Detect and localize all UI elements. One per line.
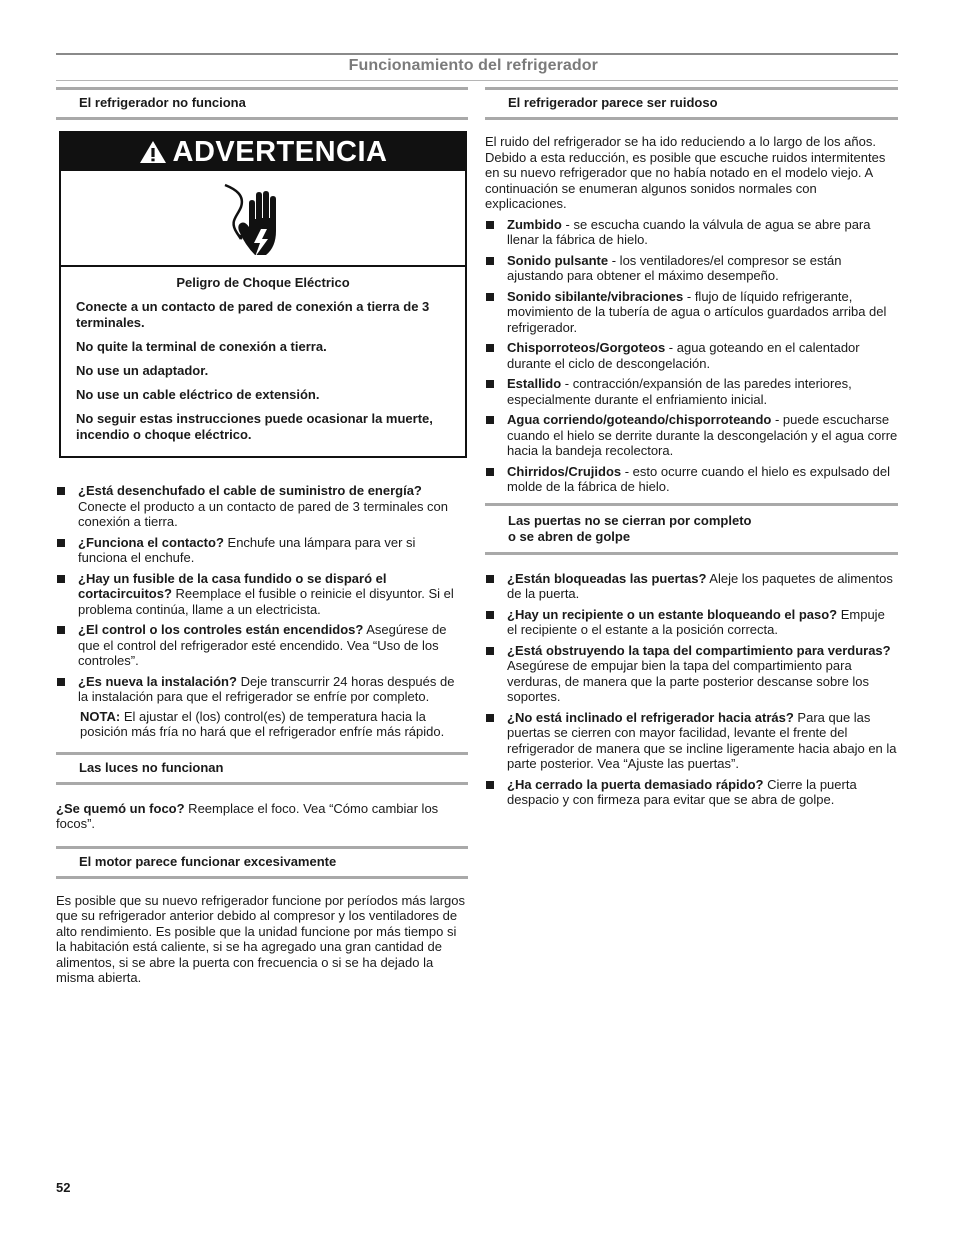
motor-paragraph: Es posible que su nuevo refrigerador funcione por períodos más largos que su refrigerador anterior debido al compresor y los ventiladores de alto rendimiento. Es posible que la unidad funcione por más tiempo si la habitación está caliente, si se ha agregado una gran cantidad de alimentos, si se abre la puerta con frecuencia o si se ha dejado la misma abierta.: [56, 892, 466, 985]
list-item: [485, 217, 898, 248]
noisy-intro: El ruido del refrigerador se ha ido reduciendo a lo largo de los años. Debido a esta reducción, es posible que escuche ruidos intermitentes en su nuevo refrigerador que no había notado en el modelo viejo. A continuación se enumeran algunos sonidos normales con explicaciones.: [485, 134, 886, 211]
list-item: [485, 253, 898, 284]
list-item: [56, 622, 468, 669]
list-item-question: ¿Hay un fusible de la casa fundido o se disparó el cortacircuitos?: [78, 570, 387, 601]
list-item-answer: Asegúrese de empujar bien la tapa del compartimiento para verduras, de manera que la parte posterior descanse sobre los soportes.: [507, 658, 870, 704]
list-item-question: Sonido pulsante: [507, 252, 609, 268]
page-title: Funcionamiento del refrigerador: [348, 57, 598, 74]
warning-line: No use un adaptador.: [76, 363, 209, 378]
list-item-question: Zumbido: [507, 216, 562, 232]
section-heading-lights-not-working: Las luces no funcionan: [56, 752, 468, 785]
list-item-question: Estallido: [507, 376, 562, 391]
warning-line: Conecte a un contacto de pared de conexión a tierra de 3 terminales.: [76, 299, 430, 330]
lights-answer: Reemplace el foco. Vea “Cómo cambiar los focos”.: [56, 800, 439, 831]
warning-line: No quite la terminal de conexión a tierra.: [76, 339, 327, 354]
left-column: [56, 87, 468, 986]
list-item: [485, 710, 898, 772]
list-item-answer: - puede escucharse cuando el hielo se derrite durante la descongelación y el agua corre hacia la bandeja recolectora.: [507, 412, 898, 458]
page-number: 52: [56, 1180, 71, 1195]
list-item-question: ¿Está obstruyendo la tapa del compartimiento para verduras?: [507, 642, 891, 658]
list-item-answer: - contracción/expansión de las paredes interiores, especialmente durante el enfriamiento inicial.: [507, 376, 852, 407]
list-item-question: ¿Ha cerrado la puerta demasiado rápido?: [507, 776, 764, 792]
list-item: [485, 289, 898, 336]
warning-box: [59, 131, 467, 458]
note-text: El ajustar el (los) control(es) de temperatura hacia la posición más fría no hará que el refrigerador enfríe más rápido.: [80, 708, 445, 739]
list-item: [485, 340, 898, 371]
warning-line: No seguir estas instrucciones puede ocasionar la muerte, incendio o choque eléctrico.: [76, 411, 433, 442]
doors-heading-line1: Las puertas no se cierran por completo: [508, 512, 752, 528]
list-item: [485, 464, 898, 495]
list-item-question: Chirridos/Crujidos: [507, 463, 622, 479]
list-item-question: ¿El control o los controles están encendidos?: [78, 622, 364, 637]
list-item-answer: Enchufe una lámpara para ver si funciona el enchufe.: [78, 534, 416, 565]
section-heading-refrigerator-not-working: El refrigerador no funciona: [56, 87, 468, 120]
header-title-rule: [56, 80, 898, 81]
list-item-question: Sonido sibilante/vibraciones: [507, 288, 684, 304]
not-working-checklist: [56, 483, 468, 705]
doors-heading-line2: o se abren de golpe: [508, 528, 631, 544]
warning-title: ADVERTENCIA: [172, 135, 388, 168]
list-item-answer: - agua goteando en el calentador durante el ciclo de descongelación.: [507, 340, 860, 371]
list-item-answer: - esto ocurre cuando el hielo es expulsado del molde de la fábrica de hielo.: [507, 463, 890, 494]
warning-banner: [61, 133, 465, 173]
list-item-answer: Reemplace el fusible o reinicie el disyuntor. Si el problema continúa, llame a un electricista.: [78, 586, 454, 617]
section-heading-noisy: El refrigerador parece ser ruidoso: [485, 87, 898, 120]
list-item-answer: - se escucha cuando la válvula de agua se abre para llenar la fábrica de hielo.: [507, 216, 871, 247]
list-item: [485, 412, 898, 459]
header-top-rule: [56, 53, 898, 55]
electric-shock-hand-icon: [221, 181, 289, 261]
warning-line: No use un cable eléctrico de extensión.: [76, 387, 320, 402]
list-item: [56, 674, 468, 705]
list-item-answer: - flujo de líquido refrigerante, movimiento de la tubería de agua o artículos guardados arriba del refrigerador.: [507, 288, 887, 335]
list-item-answer: - los ventiladores/el compresor se están ajustando para obtener el máximo desempeño.: [507, 252, 842, 283]
list-item-question: ¿No está inclinado el refrigerador hacia atrás?: [507, 709, 794, 725]
warning-triangle-icon: [139, 140, 167, 164]
warning-pictogram-area: [61, 173, 465, 267]
sounds-list: [485, 217, 898, 495]
list-item: [485, 376, 898, 407]
lights-question: ¿Se quemó un foco?: [56, 800, 185, 816]
list-item-answer: Conecte el producto a un contacto de pared de 3 terminales con conexión a tierra.: [78, 498, 449, 529]
list-item-answer: Cierre la puerta despacio y con firmeza para evitar que se abra de golpe.: [507, 776, 857, 807]
list-item-answer: Deje transcurrir 24 horas después de la instalación para que el refrigerador se enfríe por completo.: [78, 673, 455, 704]
list-item-answer: Asegúrese de que el control del refrigerador esté encendido. Vea “Uso de los controles”.: [78, 622, 447, 668]
list-item: [56, 483, 468, 530]
list-item-question: ¿Funciona el contacto?: [78, 534, 224, 550]
right-column: [485, 87, 898, 813]
list-item-question: Agua corriendo/goteando/chisporroteando: [507, 412, 772, 427]
list-item-question: ¿Hay un recipiente o un estante bloqueando el paso?: [507, 606, 838, 622]
list-item-answer: Empuje el recipiente o el estante a la posición correcta.: [507, 606, 885, 637]
doors-checklist: [485, 571, 898, 808]
list-item: [485, 607, 898, 638]
note-label: NOTA:: [80, 708, 121, 724]
list-item-answer: Para que las puertas se cierren con mayor facilidad, levante el frente del refrigerador de manera que se incline ligeramente hacia abajo en la parte posterior. Vea “Ajuste las puertas”.: [507, 709, 897, 771]
warning-line-hazard: Peligro de Choque Eléctrico: [176, 275, 350, 290]
list-item: [485, 571, 898, 602]
list-item: [56, 535, 468, 566]
section-heading-doors: [485, 503, 898, 555]
section-heading-motor-running: El motor parece funcionar excesivamente: [56, 846, 468, 879]
list-item-question: Chisporroteos/Gorgoteos: [507, 340, 666, 355]
list-item-question: ¿Está desenchufado el cable de suministro de energía?: [78, 483, 422, 498]
warning-text: [61, 267, 465, 456]
list-item-question: ¿Es nueva la instalación?: [78, 673, 237, 689]
list-item-question: ¿Están bloqueadas las puertas?: [507, 570, 707, 586]
list-item: [56, 571, 468, 618]
list-item: [485, 643, 898, 705]
list-item-answer: Aleje los paquetes de alimentos de la puerta.: [507, 570, 893, 601]
lights-paragraph: [56, 801, 468, 832]
note: [56, 709, 468, 740]
list-item: [485, 777, 898, 808]
